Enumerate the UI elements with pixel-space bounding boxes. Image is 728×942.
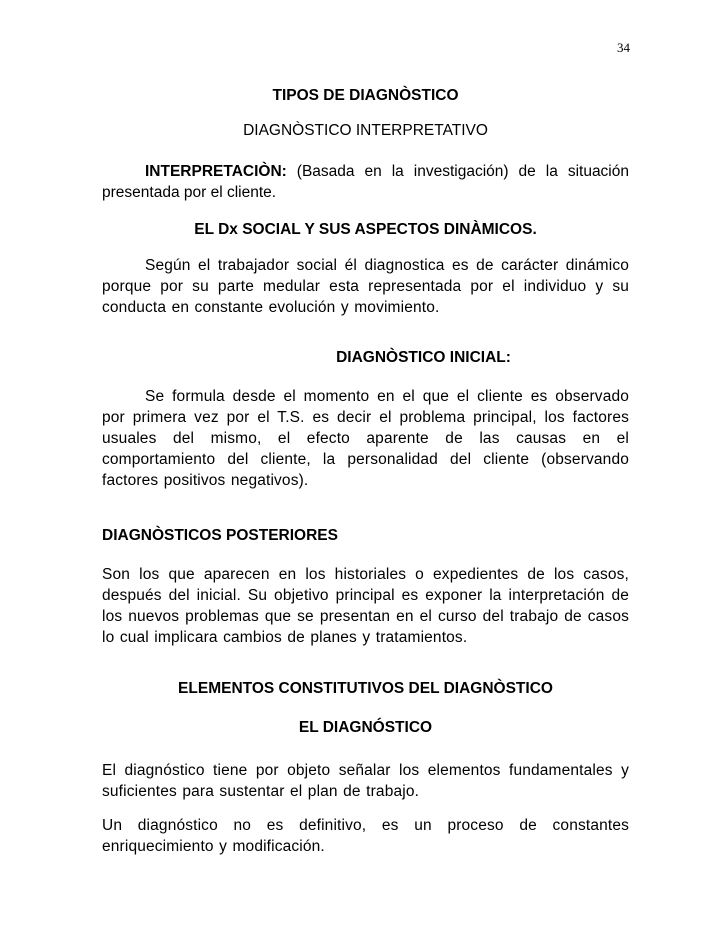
- interpretativo-heading: DIAGNÒSTICO INTERPRETATIVO: [243, 122, 488, 139]
- interpretacion-text: (Basada en la investigación) de la situación presentada por el cliente.: [102, 163, 629, 201]
- inicial-paragraph: Se formula desde el momento en el que el cliente es observado por primera vez por el T.S. es decir el problema principal, los factores usuales del mismo, el efecto aparente de las causas en el comportamiento del cliente, la personalidad del cliente (observando factores positivos negativos).: [102, 388, 629, 489]
- posteriores-paragraph: Son los que aparecen en los historiales o expedientes de los casos, después del inicial. Su objetivo principal es exponer la interpretación de los nuevos problemas que se presentan en el curso del trabajo de casos lo cual implicara cambios de planes y tratamientos.: [102, 566, 629, 646]
- el-diagnostico-paragraph-1: El diagnóstico tiene por objeto señalar los elementos fundamentales y suficientes para sustentar el plan de trabajo.: [102, 762, 629, 800]
- interpretacion-label: INTERPRETACIÒN:: [145, 163, 287, 180]
- dx-social-heading: EL Dx SOCIAL Y SUS ASPECTOS DINÀMICOS.: [194, 221, 537, 238]
- page-number: 34: [617, 40, 630, 55]
- el-diagnostico-heading: EL DIAGNÓSTICO: [298, 719, 433, 736]
- tipos-heading: TIPOS DE DIAGNÒSTICO: [272, 87, 459, 104]
- el-diagnostico-paragraph-2: Un diagnóstico no es definitivo, es un proceso de constantes enriquecimiento y modificación.: [102, 817, 629, 855]
- dx-social-paragraph: Según el trabajador social él diagnostica es de carácter dinámico porque por su parte medular esta representada por el individuo y su conducta en constante evolución y movimiento.: [102, 257, 629, 316]
- inicial-heading: DIAGNÒSTICO INICIAL:: [336, 349, 511, 366]
- posteriores-heading: DIAGNÒSTICOS POSTERIORES: [102, 527, 338, 544]
- interpretacion-paragraph: [102, 161, 629, 203]
- elementos-heading: ELEMENTOS CONSTITUTIVOS DEL DIAGNÒSTICO: [178, 680, 553, 697]
